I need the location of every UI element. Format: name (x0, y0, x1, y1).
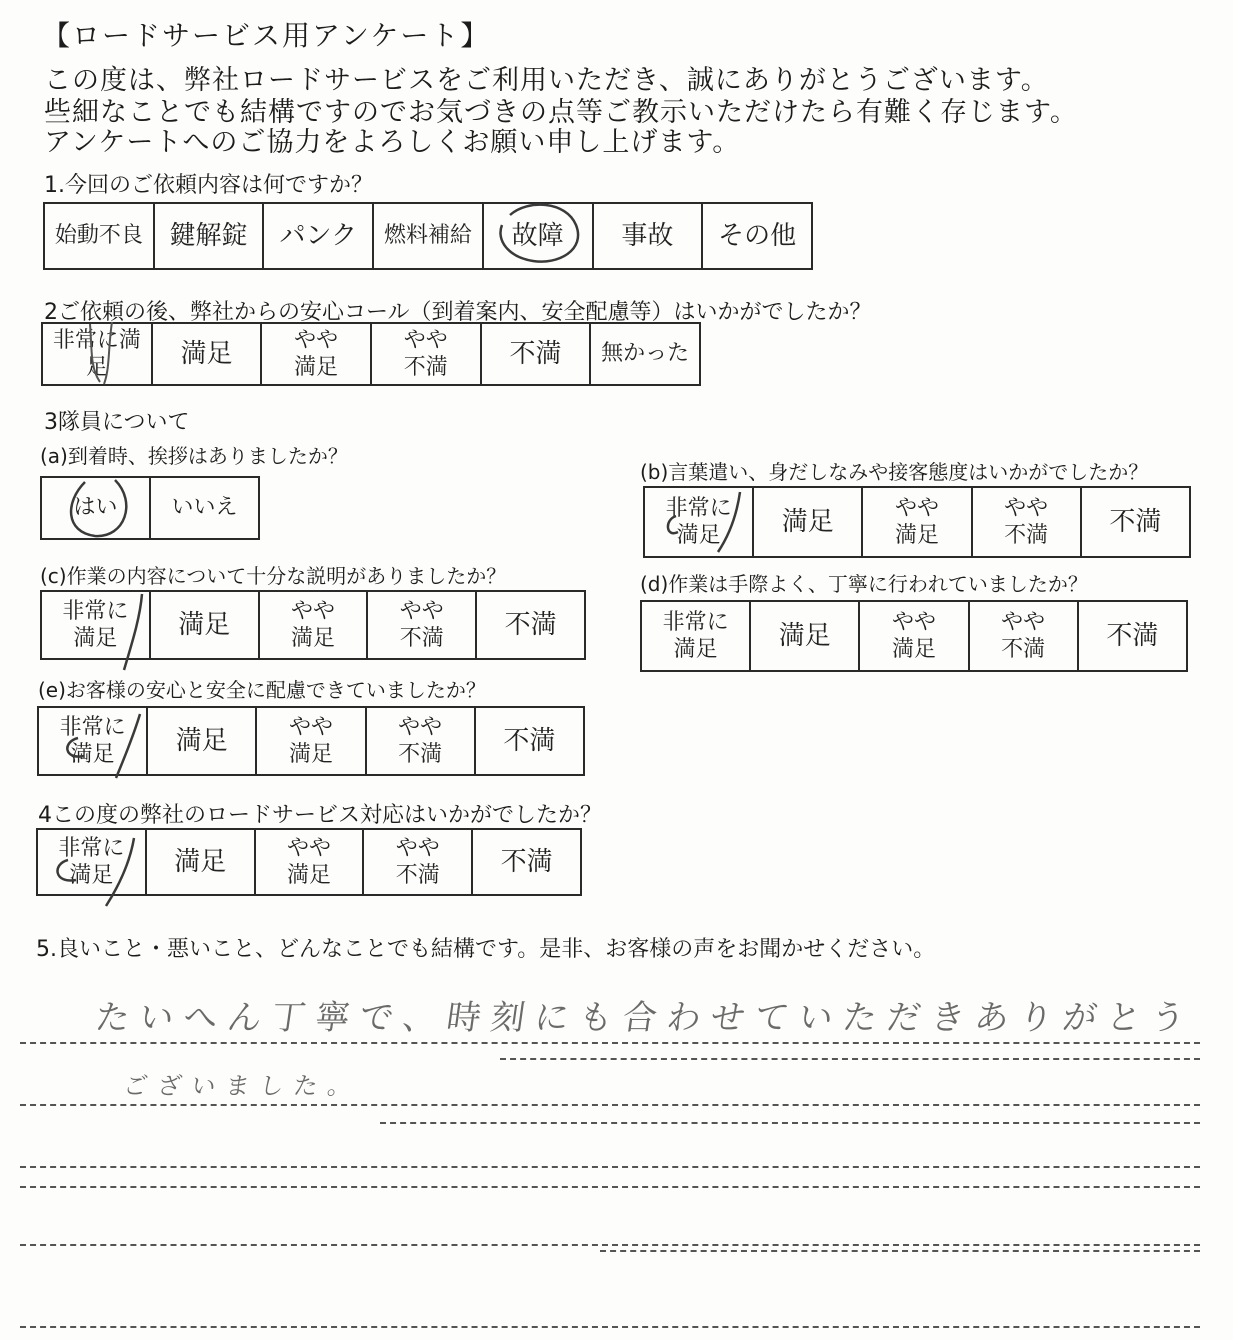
q2-option-1[interactable] (42, 323, 152, 385)
q3b-options (643, 486, 1191, 558)
q3b-option-2[interactable]: 満足 (753, 487, 862, 557)
q2-option-4-label: やや不満 (403, 327, 448, 380)
q1-option-6[interactable]: 事故 (593, 203, 703, 269)
q3a-options (40, 476, 260, 540)
q3e-option-3[interactable] (256, 707, 365, 775)
handwritten-answer-line-2: ございました。 (121, 1072, 364, 1100)
q1-option-2[interactable]: 鍵解錠 (154, 203, 264, 269)
answer-line-4 (20, 1244, 1200, 1246)
q2-option-5[interactable]: 不満 (481, 323, 591, 385)
q3c-option-4-label: やや不満 (399, 598, 444, 651)
answer-line-1 (20, 1042, 1200, 1044)
q3b-option-1[interactable] (644, 487, 753, 557)
q3e-option-3-label: やや満足 (288, 714, 333, 767)
q3d-options (640, 600, 1188, 672)
q3a-option-yes[interactable]: はい (41, 477, 150, 539)
intro-line-2: 些細なことでも結構ですのでお気づきの点等ご教示いただけたら有難く存じます。 (44, 97, 1078, 128)
q2-option-1-label: 非常に満足 (52, 327, 141, 380)
q3e-option-5[interactable]: 不満 (475, 707, 584, 775)
q3d-question: (d)作業は手際よく、丁寧に行われていましたか？ (640, 572, 1088, 596)
q3a-option-no[interactable]: いいえ (150, 477, 259, 539)
q2-option-4[interactable] (371, 323, 481, 385)
q1-option-7[interactable]: その他 (702, 203, 812, 269)
q2-option-3[interactable] (261, 323, 371, 385)
q4-option-4[interactable] (363, 829, 472, 895)
survey-title: 【ロードサービス用アンケート】 (42, 19, 491, 52)
q3e-option-4[interactable] (366, 707, 475, 775)
answer-line-1b (500, 1058, 1200, 1060)
intro-line-1: この度は、弊社ロードサービスをご利用いただき、誠にありがとうございます。 (44, 65, 1049, 96)
answer-line-3 (20, 1166, 1200, 1168)
q3b-option-4-label: やや不満 (1004, 495, 1049, 548)
q3c-question: (c)作業の内容について十分な説明がありましたか？ (40, 564, 507, 588)
q3b-option-4[interactable] (972, 487, 1081, 557)
q3c-option-4[interactable] (367, 591, 476, 659)
q1-options (43, 202, 813, 270)
q3e-option-1[interactable] (38, 707, 147, 775)
q3b-option-3-label: やや満足 (894, 495, 939, 548)
q3c-option-3[interactable] (259, 591, 368, 659)
q3e-question: (e)お客様の安心と安全に配慮できていましたか？ (38, 678, 486, 702)
handwritten-answer-line-1: たいへん丁寧で、時刻にも合わせていただきありがとう (92, 998, 1198, 1038)
q3c-option-5[interactable]: 不満 (476, 591, 585, 659)
q3b-option-3[interactable] (862, 487, 971, 557)
q3d-option-4[interactable] (969, 601, 1078, 671)
q3c-option-1[interactable] (41, 591, 150, 659)
intro-line-3: アンケートへのご協力をよろしくお願い申し上げます。 (44, 127, 741, 158)
q4-option-4-label: やや不満 (395, 835, 440, 888)
q1-option-4[interactable]: 燃料補給 (373, 203, 483, 269)
q2-question: 2ご依頼の後、弊社からの安心コール（到着案内、安全配慮等）はいかがでしたか？ (44, 300, 872, 325)
q3d-option-1[interactable] (641, 601, 750, 671)
q4-option-1-label: 非常に満足 (58, 835, 125, 888)
q4-option-5[interactable]: 不満 (472, 829, 581, 895)
answer-line-2b (380, 1122, 1200, 1124)
q3e-option-2[interactable]: 満足 (147, 707, 256, 775)
q4-option-1[interactable] (37, 829, 146, 895)
q1-option-3[interactable]: パンク (263, 203, 373, 269)
q3d-option-3[interactable] (859, 601, 968, 671)
q4-option-3[interactable] (255, 829, 364, 895)
q3d-option-2[interactable]: 満足 (750, 601, 859, 671)
q4-options (36, 828, 582, 896)
q3-heading: 3隊員について (44, 410, 190, 435)
q3e-options (37, 706, 585, 776)
q4-option-3-label: やや満足 (286, 835, 331, 888)
answer-line-3b (20, 1186, 1200, 1188)
answer-line-5 (20, 1326, 1200, 1328)
q3d-option-3-label: やや満足 (891, 609, 936, 662)
q3d-option-4-label: やや不満 (1001, 609, 1046, 662)
q2-option-6[interactable]: 無かった (590, 323, 700, 385)
q3b-option-5[interactable]: 不満 (1081, 487, 1190, 557)
q1-question: 1.今回のご依頼内容は何ですか？ (44, 173, 373, 198)
q3e-option-4-label: やや不満 (398, 714, 443, 767)
q2-option-3-label: やや満足 (294, 327, 339, 380)
answer-line-4b (600, 1250, 1200, 1252)
q5-question: 5.良いこと・悪いこと、どんなことでも結構です。是非、お客様の声をお聞かせください。 (36, 937, 936, 962)
q3d-option-5[interactable]: 不満 (1078, 601, 1187, 671)
q3e-option-1-label: 非常に満足 (59, 714, 126, 767)
q3c-option-2[interactable]: 満足 (150, 591, 259, 659)
q3b-option-1-label: 非常に満足 (665, 495, 732, 548)
q2-options (41, 322, 701, 386)
q3b-question: (b)言葉遣い、身だしなみや接客態度はいかがでしたか？ (640, 460, 1149, 484)
q3c-options (40, 590, 586, 660)
q2-option-2[interactable]: 満足 (152, 323, 262, 385)
answer-line-2 (20, 1104, 1200, 1106)
q1-option-5[interactable]: 故障 (483, 203, 593, 269)
q3d-option-1-label: 非常に満足 (662, 609, 729, 662)
q4-option-2[interactable]: 満足 (146, 829, 255, 895)
q3c-option-3-label: やや満足 (290, 598, 335, 651)
q1-option-1[interactable]: 始動不良 (44, 203, 154, 269)
q3c-option-1-label: 非常に満足 (62, 598, 129, 651)
q3a-question: (a)到着時、挨拶はありましたか？ (40, 444, 348, 468)
q4-question: 4この度の弊社のロードサービス対応はいかがでしたか？ (38, 803, 602, 828)
